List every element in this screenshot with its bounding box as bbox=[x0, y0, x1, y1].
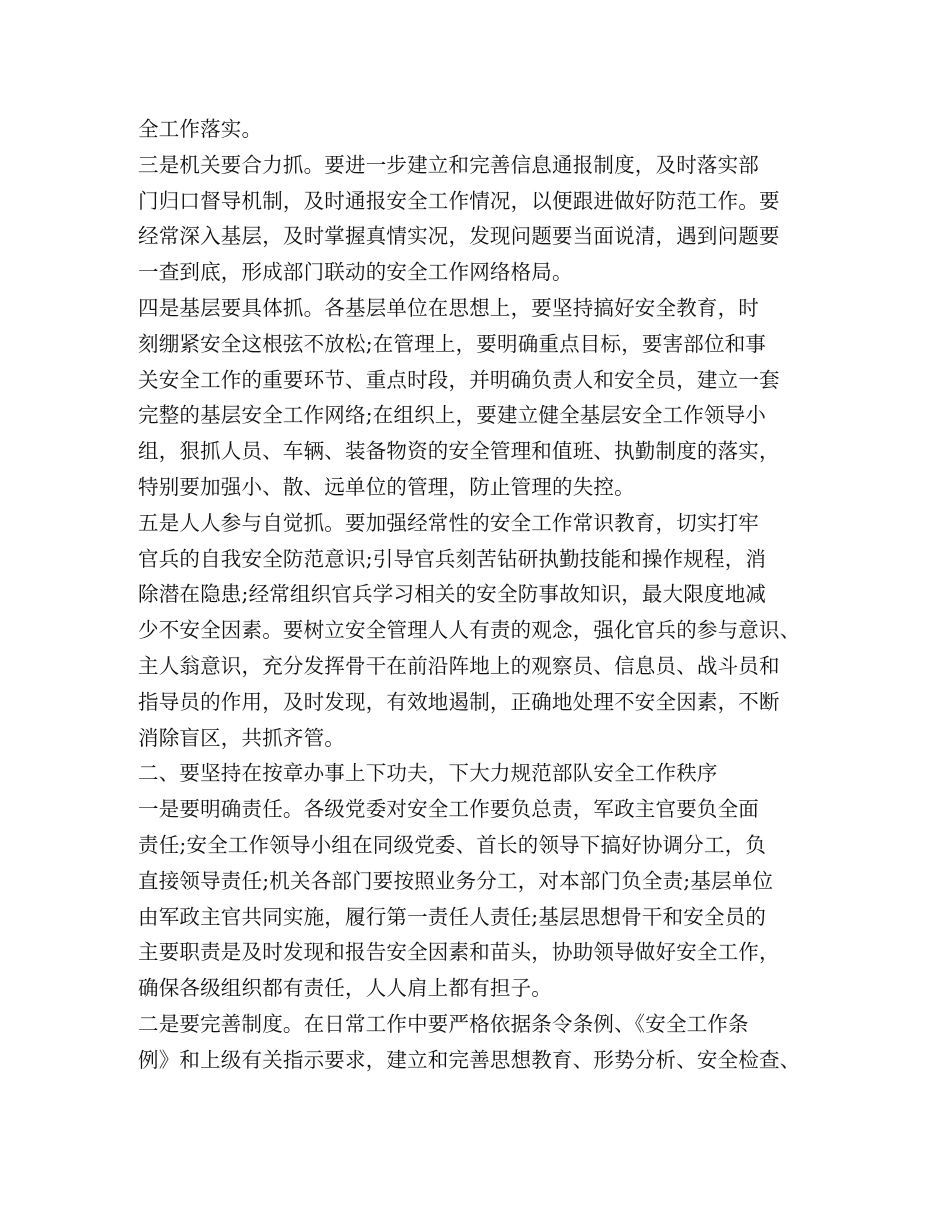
text-line: 官兵的自我安全防范意识;引导官兵刻苦钻研执勤技能和操作规程，消 bbox=[138, 546, 767, 571]
text-line: 组，狠抓人员、车辆、装备物资的安全管理和值班、执勤制度的落实， bbox=[138, 439, 780, 464]
text-line: 由军政主官共同实施，履行第一责任人责任;基层思想骨干和安全员的 bbox=[138, 904, 767, 929]
text-line: 一是要明确责任。各级党委对安全工作要负总责，军政主官要负全面 bbox=[138, 797, 759, 822]
text-line: 直接领导责任;机关各部门要按照业务分工，对本部门负全责;基层单位 bbox=[138, 868, 774, 893]
text-line: 责任;安全工作领导小组在同级党委、首长的领导下搞好协调分工，负 bbox=[138, 832, 767, 857]
text-line: 完整的基层安全工作网络;在组织上，要建立健全基层安全工作领导小 bbox=[138, 403, 767, 428]
text-line: 五是人人参与自觉抓。要加强经常性的安全工作常识教育，切实打牢 bbox=[138, 510, 759, 535]
text-line: 四是基层要具体抓。各基层单位在思想上，要坚持搞好安全教育，时 bbox=[138, 295, 759, 320]
text-line: 特别要加强小、散、远单位的管理，防止管理的失控。 bbox=[138, 474, 635, 499]
document-body bbox=[138, 112, 828, 1079]
text-line: 三是机关要合力抓。要进一步建立和完善信息通报制度，及时落实部 bbox=[138, 152, 759, 177]
text-line: 确保各级组织都有责任，人人肩上都有担子。 bbox=[138, 976, 552, 1001]
text-line: 除潜在隐患;经常组织官兵学习相关的安全防事故知识，最大限度地减 bbox=[138, 582, 767, 607]
text-line: 主要职责是及时发现和报告安全因素和苗头，协助领导做好安全工作， bbox=[138, 940, 780, 965]
text-line: 刻绷紧安全这根弦不放松;在管理上，要明确重点目标，要害部位和事 bbox=[138, 331, 767, 356]
text-line: 全工作落实。 bbox=[138, 117, 263, 141]
text-line: 经常深入基层，及时掌握真情实况，发现问题要当面说清，遇到问题要 bbox=[138, 224, 780, 249]
text-line: 主人翁意识，充分发挥骨干在前沿阵地上的观察员、信息员、战斗员和 bbox=[138, 653, 780, 678]
text-line: 门归口督导机制，及时通报安全工作情况，以便跟进做好防范工作。要 bbox=[138, 188, 780, 213]
text-line: 一查到底，形成部门联动的安全工作网络格局。 bbox=[138, 260, 573, 285]
text-line: 消除盲区，共抓齐管。 bbox=[138, 725, 345, 750]
text-line: 例》和上级有关指示要求，建立和完善思想教育、形势分析、安全检查、 bbox=[138, 1047, 801, 1072]
text-line: 少不安全因素。要树立安全管理人人有责的观念，强化官兵的参与意识、 bbox=[138, 618, 801, 643]
text-line: 关安全工作的重要环节、重点时段，并明确负责人和安全员，建立一套 bbox=[138, 367, 780, 392]
text-line: 指导员的作用，及时发现，有效地遏制，正确地处理不安全因素，不断 bbox=[138, 689, 780, 714]
text-line: 二是要完善制度。在日常工作中要严格依据条令条例、《安全工作条 bbox=[138, 1011, 749, 1036]
section-heading: 二、要坚持在按章办事上下功夫，下大力规范部队安全工作秩序 bbox=[138, 761, 718, 786]
